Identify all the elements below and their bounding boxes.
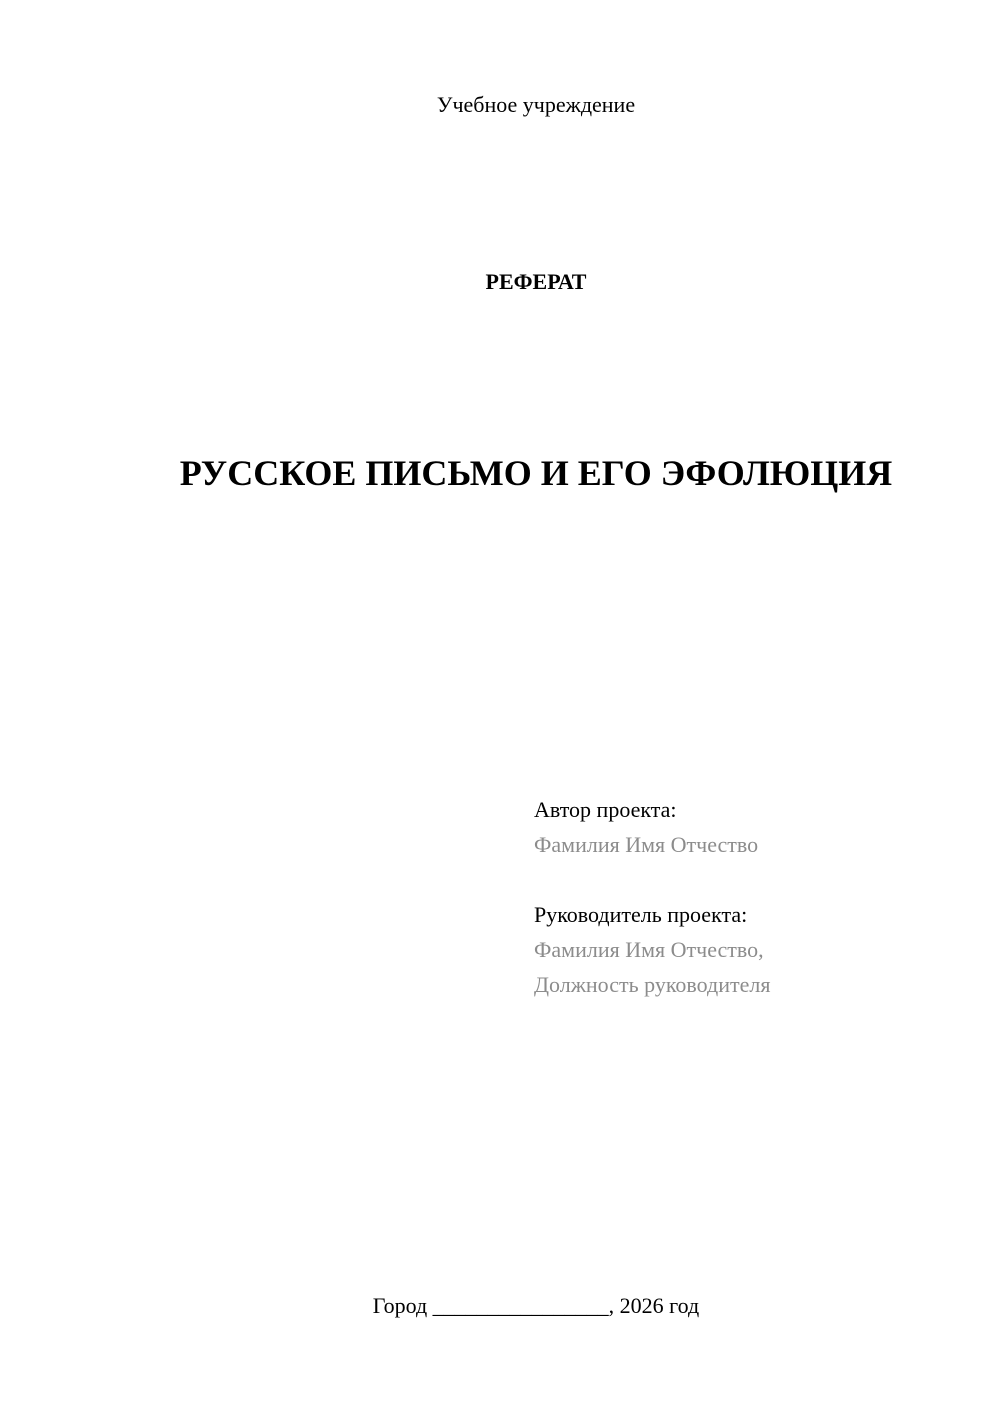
institution-name: Учебное учреждение — [436, 92, 636, 117]
author-label: Автор проекта: — [534, 797, 677, 822]
author-name-placeholder: Фамилия Имя Отчество — [534, 832, 759, 857]
supervisor-position-placeholder: Должность руководителя — [534, 972, 771, 997]
supervisor-label: Руководитель проекта: — [534, 902, 748, 927]
document-title: РУССКОЕ ПИСЬМО И ЕГО ЭФОЛЮЦИЯ — [179, 453, 893, 493]
city-year-line: Город ________________, 2026 год — [372, 1293, 700, 1318]
project-info-block — [534, 792, 770, 1002]
document-type: РЕФЕРАТ — [485, 269, 587, 294]
supervisor-name-placeholder: Фамилия Имя Отчество, — [534, 937, 764, 962]
spacer — [534, 862, 770, 897]
